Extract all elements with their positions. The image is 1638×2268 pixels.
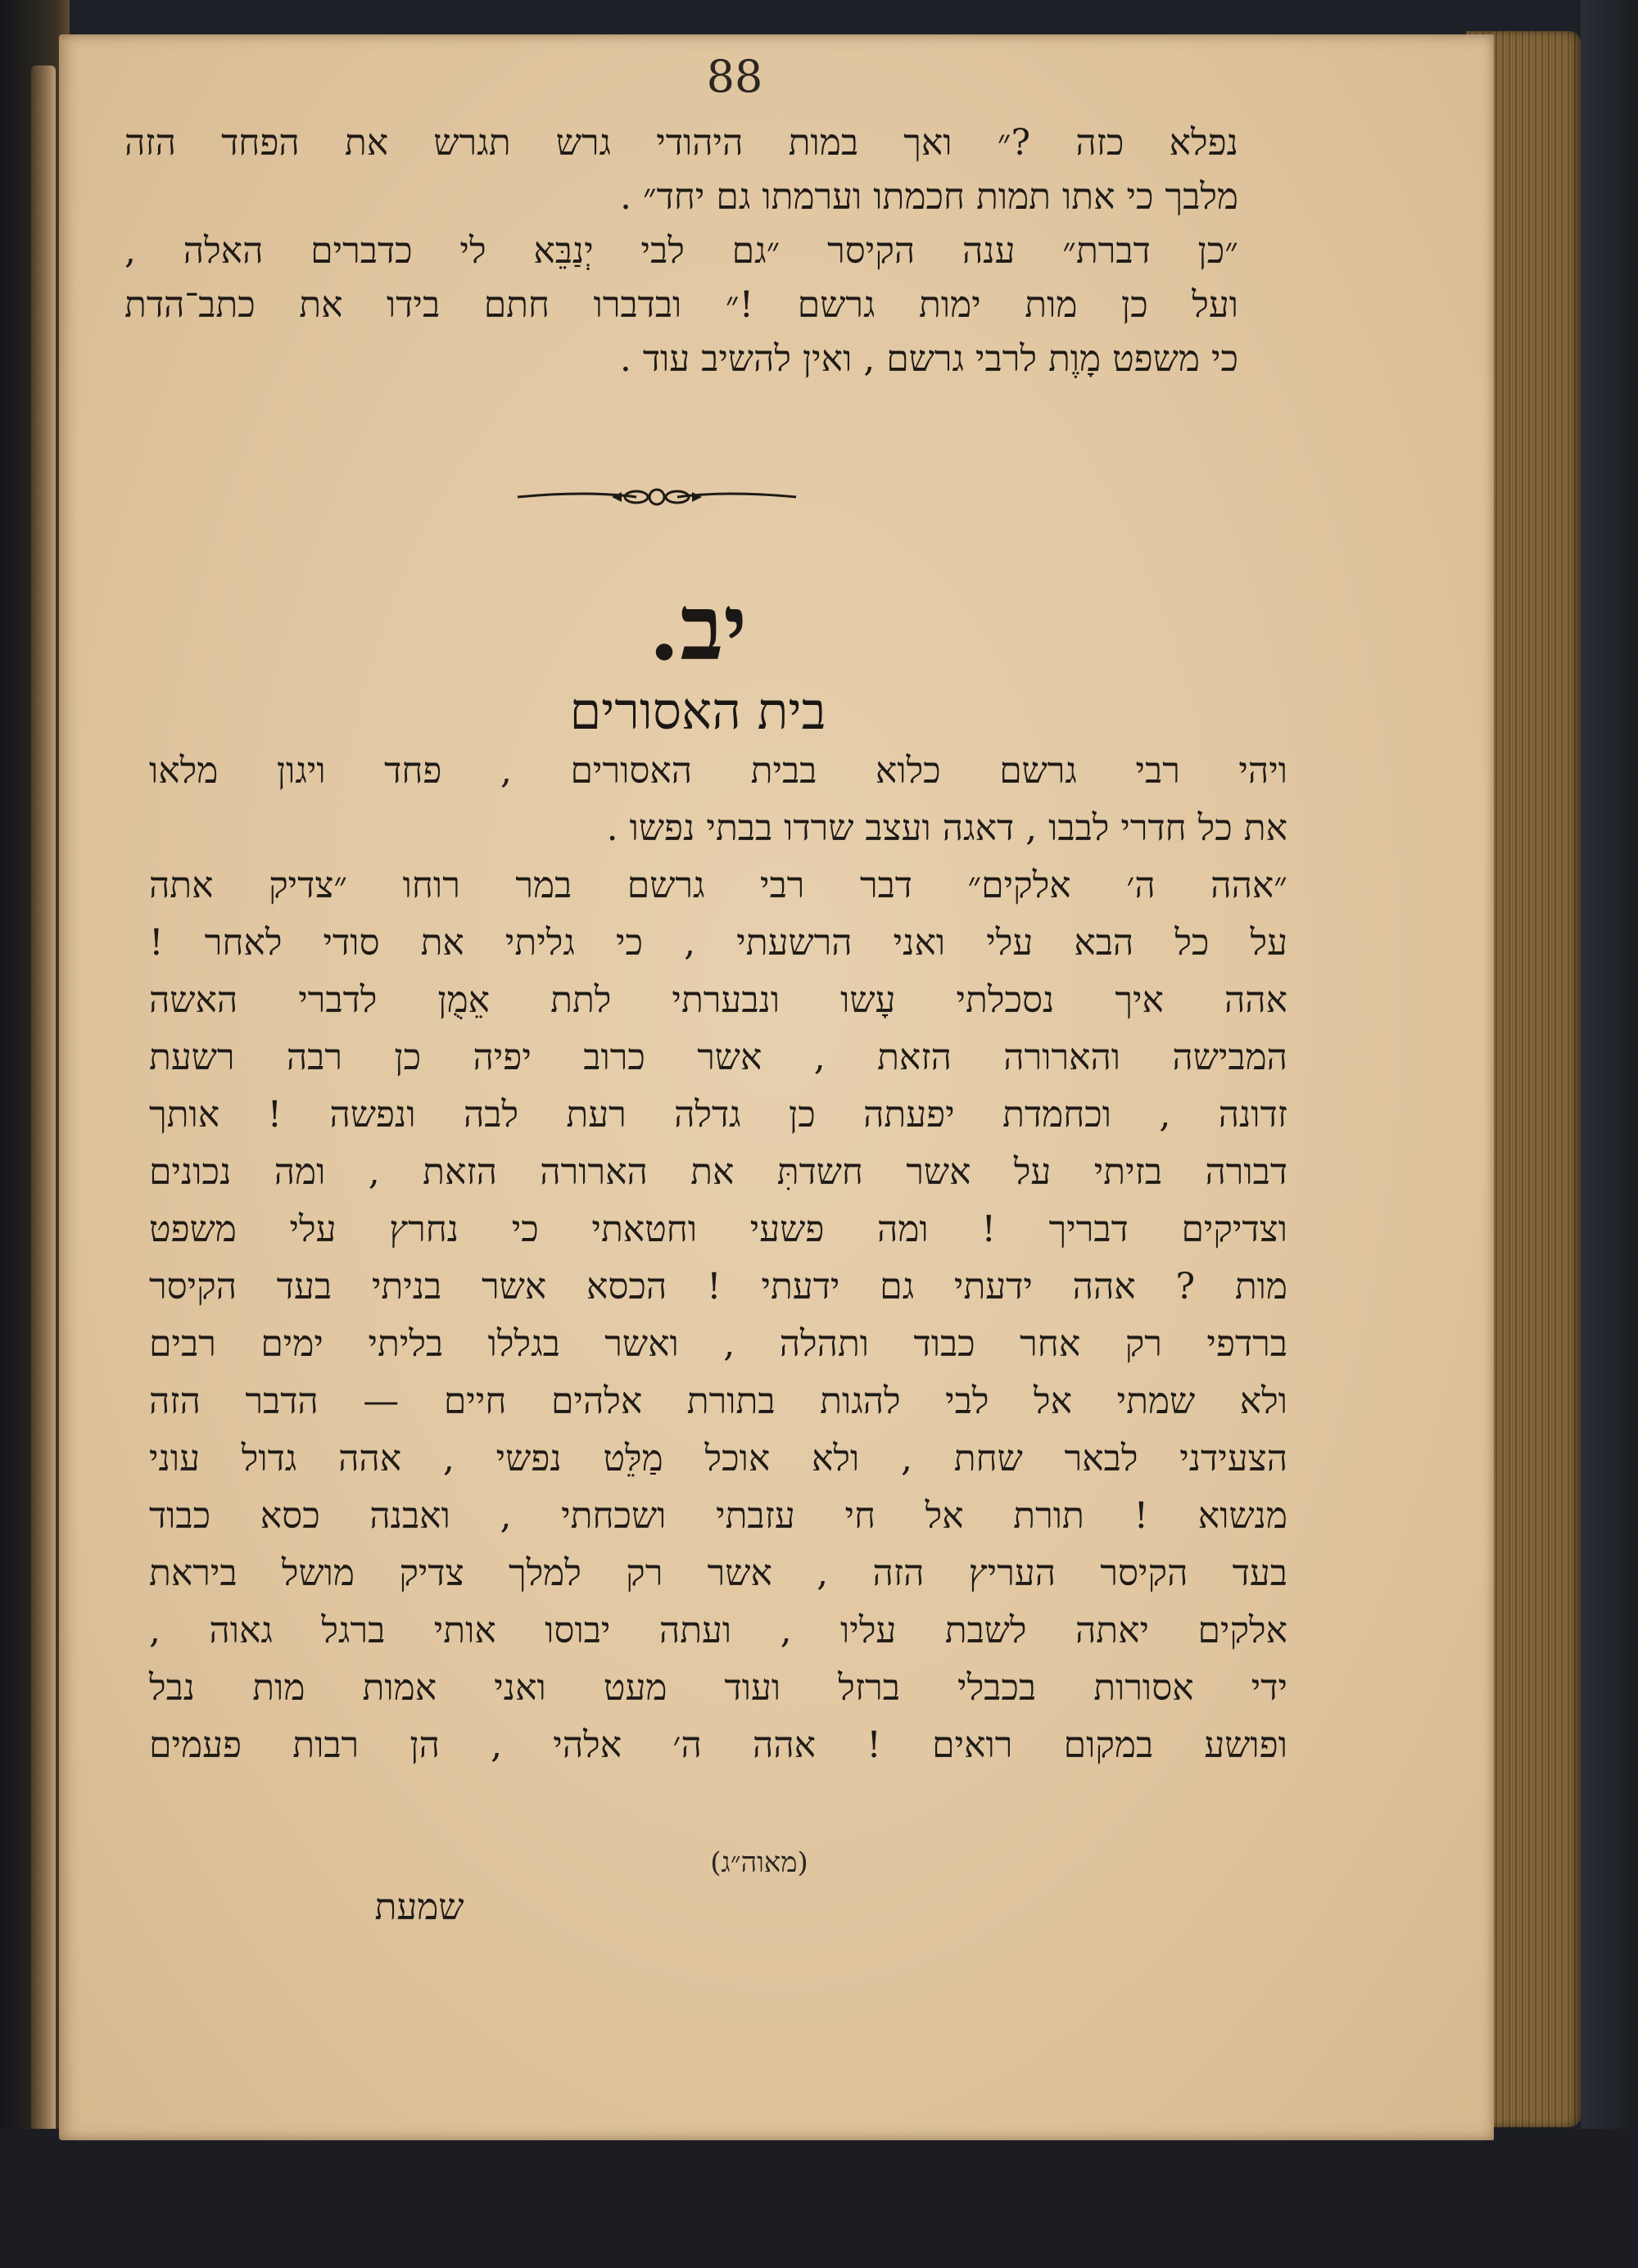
text-line: ״אהה ה׳ אלקים״ דבר רבי גרשם במר רוחו ״צדיק אתה — [149, 865, 1287, 906]
text-line: בעד הקיסר העריץ הזה , אשר רק למלך צדיק מושל ביראת — [149, 1552, 1287, 1594]
chapter-number: יב. — [648, 575, 748, 680]
text-line: זדונה , וכחמדת יפעתה כן גדלה רעת לבה ונפשה ! אותך — [149, 1094, 1287, 1136]
text-line: אהה איך נסכלתי עָשו ונבערתי לתת אֵמֻן לדברי האשה — [149, 979, 1287, 1021]
top-paragraph — [124, 116, 1238, 386]
text-line: מלבך כי אתו תמות חכמתו וערמתו גם יחד״ . — [619, 176, 1238, 218]
text-line: ויהי רבי גרשם כלוא בבית האסורים , פחד ויגון מלאו — [149, 750, 1287, 792]
text-line: ידי אסורות בכבלי ברזל ועוד מעט ואני אמות מות נבל — [149, 1667, 1287, 1709]
main-text — [149, 743, 1287, 1774]
binding-spine-edge — [31, 66, 56, 2162]
text-line: ולא שמתי אל לבי להגות בתורת אלהים חיים — הדבר הזה — [149, 1380, 1287, 1422]
text-line: מות ? אהה ידעתי גם ידעתי ! הכסא אשר בניתי בעד הקיסר — [149, 1266, 1287, 1308]
text-line: המבישה והארורה הזאת , אשר כרוב יפיה כן רבה רשעת — [149, 1037, 1287, 1078]
page-number: 88 — [706, 51, 763, 102]
chapter-title: בית האסורים — [569, 681, 826, 741]
text-line: ועל כן מות ימות גרשם !״ ובדברו חתם בידו את כתב־הדת — [124, 284, 1238, 326]
text-line: ברדפי רק אחר כבוד ותהלה , ואשר בגללו בליתי ימים רבים — [149, 1323, 1287, 1365]
book-page — [59, 34, 1494, 2140]
text-line: מנשוא ! תורת אל חי עזבתי ושכחתי , ואבנה כסא כבוד — [149, 1495, 1287, 1537]
text-line: דבורה בזיתי על אשר חשדתִּ את הארורה הזאת , ומה נכונים — [149, 1151, 1287, 1193]
text-line: נפלא כזה ?״ ואך במות היהודי גרש תגרש את הפחד הזה — [124, 122, 1238, 164]
text-line: הצעידני לבאר שחת , ולא אוכל מַלֵּט נפשי , אהה גדול עוני — [149, 1438, 1287, 1480]
text-line: וצדיקים דבריך ! ומה פשעי וחטאתי כי נחרץ עלי משפט — [149, 1209, 1287, 1250]
book-cover-right — [1581, 0, 1638, 2268]
section-divider-ornament — [514, 481, 800, 513]
text-line: ״כן דברת״ ענה הקיסר ״גם לבי יְנַבֵּא לי כדברים האלה , — [124, 230, 1238, 272]
text-line: אלקים יאתה לשבת עליו , ועתה יבוסו אותי ברגל גאוה , — [149, 1610, 1287, 1651]
signature-mark: (מאוה״ג) — [710, 1846, 808, 1879]
catchword: שמעת — [374, 1886, 464, 1928]
text-line: כי משפט מָוֶת לרבי גרשם , ואין להשיב עוד . — [619, 338, 1238, 380]
background-surface — [0, 2129, 1638, 2268]
text-line: את כל חדרי לבבו , דאגה ועצב שרדו בבתי נפשו . — [606, 807, 1287, 849]
text-line: ופושע במקום רואים ! אהה ה׳ אלהי , הן רבות פעמים — [149, 1724, 1287, 1766]
text-line: על כל הבא עלי ואני הרשעתי , כי גליתי את סודי לאחר ! — [149, 922, 1287, 964]
